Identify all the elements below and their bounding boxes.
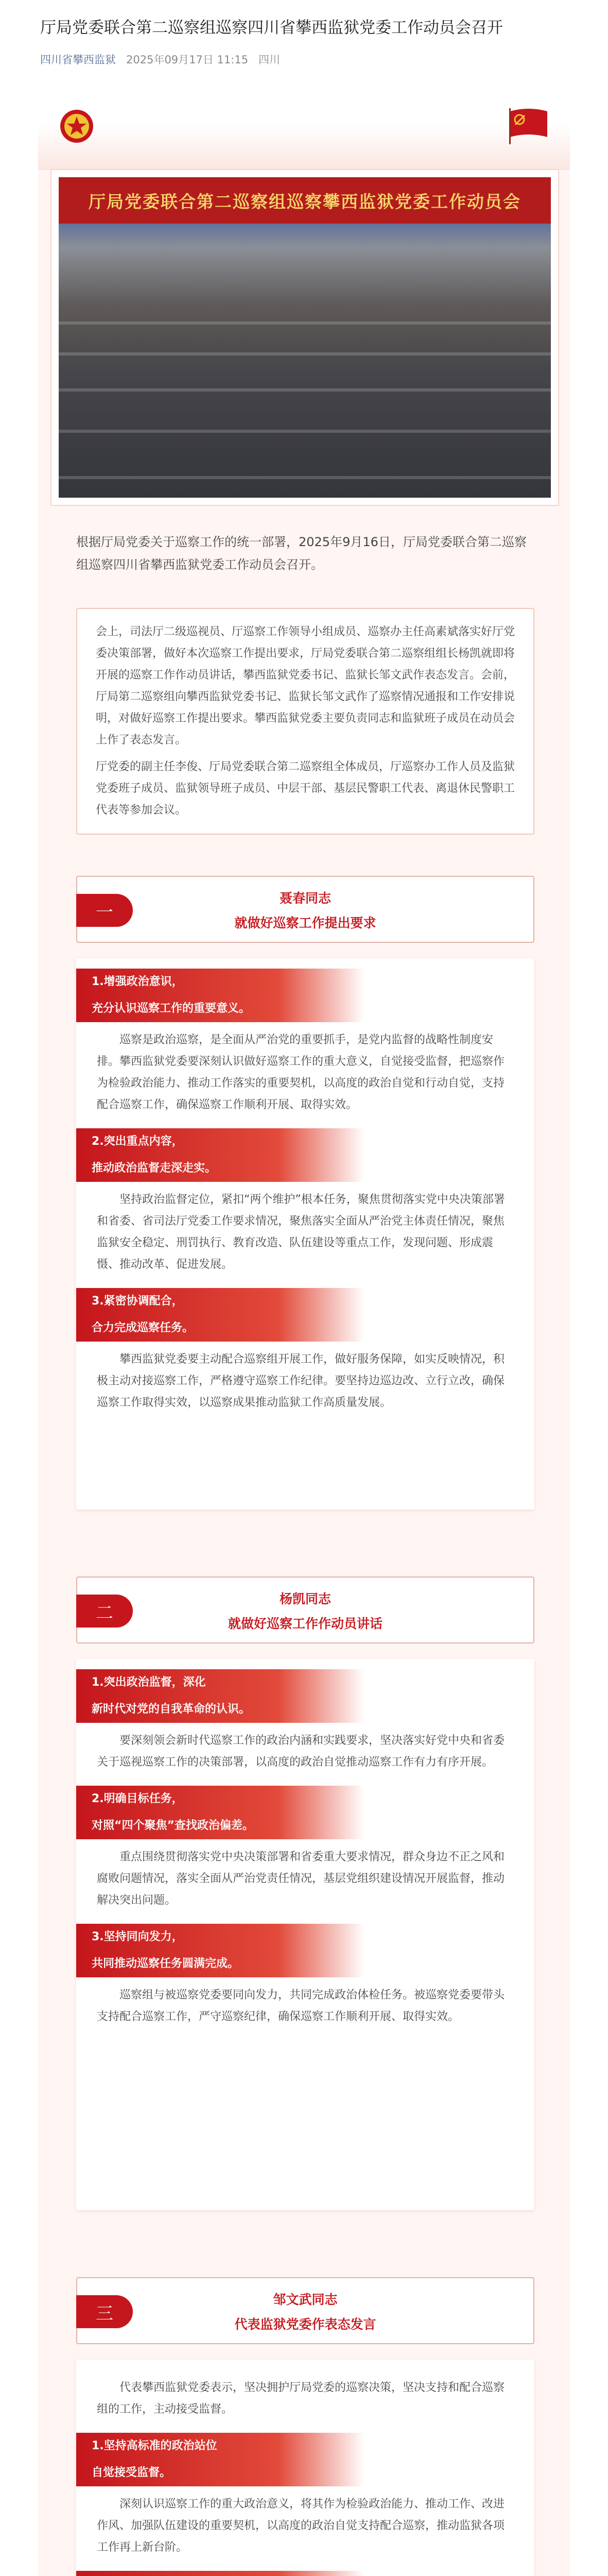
list-item — [76, 1288, 534, 1426]
point-body: 巡察是政治巡察，是全面从严治党的重要抓手，是党内监督的战略性制度安排。攀西监狱党委要深刻认识做好巡察工作的重大意义，自觉接受监督，把巡察作为检验政治能力、推动工作落实的重要契机，以高度的政治自觉和行动自觉，支持配合巡察工作，确保巡察工作顺利开展、取得实效。 — [97, 1033, 505, 1111]
list-item — [76, 2571, 534, 2576]
publish-location: 四川 — [258, 54, 281, 66]
point-body: 巡察组与被巡察党委要同向发力，共同完成政治体检任务。被巡察党委要带头支持配合巡察工作，严守巡察纪律，确保巡察工作顺利开展、取得实效。 — [97, 1989, 505, 2023]
section-3-header — [76, 2277, 534, 2344]
point-label: 推动政治监督走深走实。 — [76, 1155, 364, 1182]
section-title-topic: 就做好巡察工作作动员讲话 — [228, 1616, 383, 1631]
police-emblem-icon — [59, 108, 95, 144]
section-number: 三 — [76, 2295, 133, 2328]
meeting-stage-banner — [59, 177, 551, 224]
point-body: 坚持政治监督定位，紧扣“两个维护”根本任务，聚焦贯彻落实党中央决策部署和省委、省司法厅党委工作要求情况，聚焦落实全面从严治党主体责任情况，聚焦监狱安全稳定、刑罚执行、教育改造、队伍建设等重点工作，发现问题、形成震慑、推动改革、促进发展。 — [97, 1193, 505, 1271]
point-label: 2.明确目标任务， — [76, 1786, 364, 1812]
section-2-body — [76, 1659, 534, 2210]
point-label — [76, 2571, 364, 2576]
section-number: 二 — [76, 1595, 133, 1628]
list-item — [76, 2433, 534, 2571]
point-body: 重点围绕贯彻落实党中央决策部署和省委重大要求情况，群众身边不正之风和腐败问题情况，落实全面从严治党责任情况，基层党组织建设情况开展监督，推动解决突出问题。 — [97, 1851, 505, 1907]
point-label: 1.坚持高标准的政治站位 — [76, 2433, 364, 2460]
section-title-name: 杨凯同志 — [279, 1591, 331, 1606]
section-3-body — [76, 2360, 534, 2576]
point-body: 攀西监狱党委要主动配合巡察组开展工作，做好服务保障，如实反映情况，积极主动对接巡察工作，严格遵守巡察工作纪律。要坚持边巡边改、立行立改，确保巡察工作取得实效，以巡察成果推动监狱工作高质量发展。 — [97, 1353, 505, 1409]
section-number: 一 — [76, 894, 133, 927]
point-body: 深刻认识巡察工作的重大政治意义，将其作为检验政治能力、推动工作、改进作风、加强队伍建设的重要契机，以高度的政治自觉支持配合巡察，推动监狱各项工作再上新台阶。 — [97, 2498, 505, 2554]
section-1-body — [76, 958, 534, 1510]
list-item — [76, 1924, 534, 2040]
party-flag-icon — [508, 108, 549, 144]
meeting-summary-p2: 厅党委的副主任李俊、厅局党委联合第二巡察组全体成员，厅巡察办工作人员及监狱党委班子成员、监狱领导班子成员、中层干部、基层民警职工代表、离退休民警职工代表等参加会议。 — [96, 760, 515, 817]
point-label: 2.突出重点内容， — [76, 1128, 364, 1155]
section-title-name: 邹文武同志 — [273, 2292, 338, 2307]
section-title-name: 聂春同志 — [279, 891, 331, 906]
section-2-header — [76, 1577, 534, 1643]
meeting-summary-box — [76, 608, 534, 835]
point-label: 充分认识巡察工作的重要意义。 — [76, 995, 364, 1022]
audience-rows — [59, 311, 551, 498]
meeting-photo-image — [59, 177, 551, 498]
meeting-summary-p1: 会上，司法厅二级巡视员、厅巡察工作领导小组成员、巡察办主任高素斌落实好厅党委决策部署，做好本次巡察工作提出要求，厅局党委联合第二巡察组组长杨凯就即将开展的巡察工作作动员讲话，攀西监狱党委书记、监狱长邹文武作表态发言。会前，厅局第二巡察组向攀西监狱党委书记、监狱长邹文武作了巡察情况通报和工作安排说明，对做好巡察工作提出要求。攀西监狱党委主要负责同志和监狱班子成员在动员会上作了表态发言。 — [96, 625, 515, 747]
header-banner — [38, 93, 570, 170]
section-1-header — [76, 876, 534, 943]
article-meta — [40, 52, 280, 67]
meeting-banner-text: 厅局党委联合第二巡察组巡察攀西监狱党委工作动员会 — [89, 191, 521, 212]
point-label: 自觉接受监督。 — [76, 2460, 364, 2486]
point-label: 新时代对党的自我革命的认识。 — [76, 1696, 364, 1723]
intro-paragraph: 根据厅局党委关于巡察工作的统一部署，2025年9月16日，厅局党委联合第二巡察组巡察四川省攀西监狱党委工作动员会召开。 — [76, 535, 527, 572]
point-label: 1.突出政治监督，深化 — [76, 1669, 364, 1696]
point-label: 1.增强政治意识， — [76, 969, 364, 995]
point-label: 3.坚持同向发力， — [76, 1924, 364, 1951]
publish-date: 2025年09月17日 11:15 — [126, 54, 249, 66]
section-3-intro: 代表攀西监狱党委表示，坚决拥护厅局党委的巡察决策，坚决支持和配合巡察组的工作，主动接受监督。 — [97, 2381, 505, 2416]
section-title-topic: 代表监狱党委作表态发言 — [234, 2317, 376, 2332]
point-label: 共同推动巡察任务圆满完成。 — [76, 1951, 364, 1977]
point-body: 要深刻领会新时代巡察工作的政治内涵和实践要求，坚决落实好党中央和省委关于巡视巡察工作的决策部署，以高度的政治自觉推动巡察工作有力有序开展。 — [97, 1734, 505, 1769]
point-label: 合力完成巡察任务。 — [76, 1315, 364, 1342]
list-item — [76, 969, 534, 1128]
meeting-photo[interactable] — [51, 170, 558, 505]
point-label: 对照“四个聚焦”查找政治偏差。 — [76, 1812, 364, 1839]
account-name-link[interactable]: 四川省攀西监狱 — [40, 54, 116, 66]
section-title-topic: 就做好巡察工作提出要求 — [234, 916, 376, 930]
list-item — [76, 1128, 534, 1288]
list-item — [76, 1786, 534, 1924]
point-label: 3.紧密协调配合， — [76, 1288, 364, 1315]
page-title: 厅局党委联合第二巡察组巡察四川省攀西监狱党委工作动员会召开 — [40, 19, 503, 37]
list-item — [76, 1669, 534, 1786]
